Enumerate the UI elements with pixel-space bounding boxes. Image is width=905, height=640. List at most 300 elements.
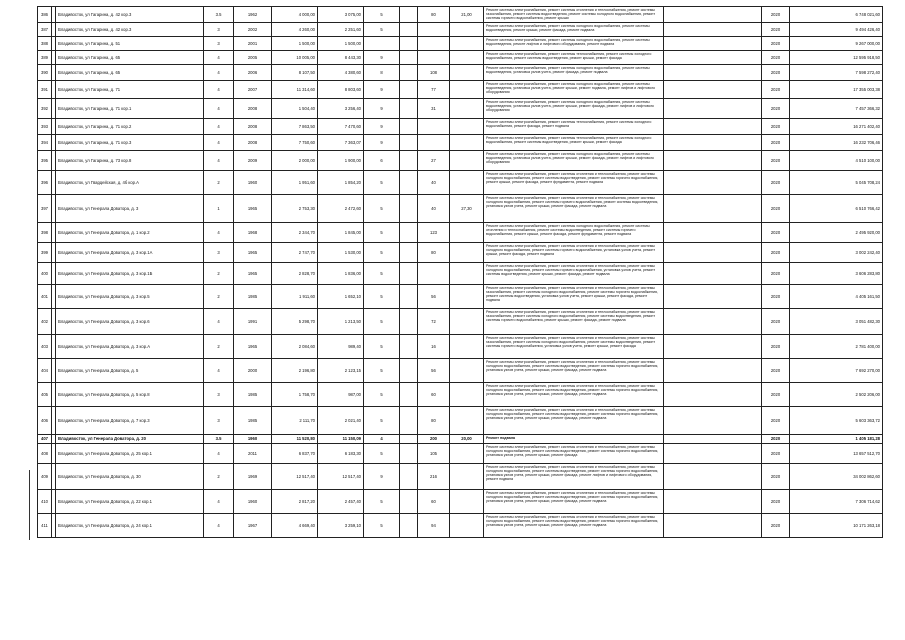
works-list-cell: Ремонт системы электроснабжения, ремонт системы отопления и теплоснабжения, ремонт системы газоснабжения, ремонт системы водоотведения, ремонт системы холодного водоснабжения, ремонт системы горячего водоснабжения, ремонт крыши <box>484 7 664 23</box>
year-cell: 2002 <box>234 23 272 37</box>
residents-cell: 60 <box>418 383 450 407</box>
wear-cell: 20,00 <box>450 435 484 444</box>
floors-cell: 9 <box>364 119 400 135</box>
residents-cell: 31 <box>418 99 450 119</box>
class-cell: 2 <box>204 171 234 195</box>
floors-cell <box>364 37 400 51</box>
table-row <box>38 359 883 383</box>
cost-cell: 34 002 862,60 <box>790 464 883 490</box>
blank-cell <box>664 490 762 514</box>
cost-cell: 6 748 021,60 <box>790 7 883 23</box>
residents-cell <box>418 263 450 285</box>
table-row <box>38 99 883 119</box>
term-cell: 2020 <box>762 119 790 135</box>
total-area-cell: 2 817,20 <box>272 490 318 514</box>
term-cell: 2020 <box>762 263 790 285</box>
cost-cell: 3 606 283,80 <box>790 263 883 285</box>
term-cell: 2020 <box>762 407 790 435</box>
address-cell: Владивосток, ул Генерала Доватора, д. 22 кор.1 <box>56 490 204 514</box>
floors-cell: 6 <box>364 151 400 171</box>
cost-cell: 2 495 920,00 <box>790 223 883 243</box>
blank-cell <box>400 335 418 359</box>
cost-cell: 4 405 161,50 <box>790 285 883 309</box>
table-row <box>38 464 883 490</box>
cost-cell: 16 232 706,46 <box>790 135 883 151</box>
cost-cell: 16 271 402,40 <box>790 119 883 135</box>
works-list-cell: Ремонт системы электроснабжения, ремонт системы холодного водоснабжения, ремонт системы водоотведения, ремонт лифтов и лифтового оборудования, ремонт подвала <box>484 37 664 51</box>
class-cell: 2 <box>204 263 234 285</box>
works-list-cell: Ремонт системы электроснабжения, ремонт системы отопления и теплоснабжения, ремонт системы холодного водоснабжения, ремонт системы водоотведения, ремонт системы горячего водоснабжения, установка узлов учета, ремонт крыши, ремонт фасада, ремонт подвала <box>484 407 664 435</box>
wear-cell <box>450 285 484 309</box>
year-cell: 1967 <box>234 514 272 538</box>
total-area-cell: 11 520,80 <box>272 435 318 444</box>
term-cell: 2020 <box>762 195 790 223</box>
year-cell: 1962 <box>234 7 272 23</box>
cost-cell: 9 494 426,40 <box>790 23 883 37</box>
residents-cell <box>418 37 450 51</box>
blank-cell <box>400 51 418 65</box>
cost-cell: 5 045 708,24 <box>790 171 883 195</box>
address-cell: Владивосток, ул Гагарина, д. 71 <box>56 81 204 99</box>
year-cell: 2000 <box>234 359 272 383</box>
row-number: 405 <box>38 383 52 407</box>
table-row <box>38 435 883 444</box>
wear-cell: 21,00 <box>450 7 484 23</box>
blank-cell <box>400 23 418 37</box>
cost-cell: 7 598 272,40 <box>790 65 883 81</box>
floors-cell: 5 <box>364 359 400 383</box>
class-cell: 3 <box>204 23 234 37</box>
total-area-cell: 1 911,60 <box>272 285 318 309</box>
address-cell: Владивосток, ул Гагарина, д. 42 кор.3 <box>56 23 204 37</box>
term-cell: 2020 <box>762 151 790 171</box>
year-cell: 1985 <box>234 407 272 435</box>
row-number: 399 <box>38 243 52 263</box>
total-area-cell: 2 000,00 <box>272 151 318 171</box>
total-area-cell: 12 517,40 <box>272 464 318 490</box>
works-list-cell: Ремонт системы электроснабжения, ремонт системы холодного водоснабжения, ремонт системы водоотведения, установка узлов учета, ремонт крыши, ремонт подвала, ремонт лифтов и лифтового оборудования <box>484 81 664 99</box>
living-area-cell: 1 652,10 <box>318 285 364 309</box>
living-area-cell: 2 123,15 <box>318 359 364 383</box>
works-list-cell: Ремонт системы электроснабжения, ремонт системы холодного водоснабжения, ремонт системы отопления и теплоснабжения, ремонт системы водоотведения, ремонт системы горячего водоснабжения, ремонт крыши, ремонт фасада, ремонт фундамента, ремонт подвала <box>484 223 664 243</box>
blank-cell <box>664 7 762 23</box>
blank-cell <box>664 285 762 309</box>
works-list-cell: Ремонт системы электроснабжения, ремонт системы холодного водоснабжения, ремонт системы водоотведения, установка узлов учета, ремонт крыши, ремонт фасада, ремонт лифтов и лифтового оборудования <box>484 99 664 119</box>
term-cell: 2020 <box>762 464 790 490</box>
wear-cell <box>450 490 484 514</box>
class-cell: 4 <box>204 65 234 81</box>
total-area-cell: 2 111,70 <box>272 407 318 435</box>
blank-cell <box>400 81 418 99</box>
address-cell: Владивосток, ул Генерала Доватора, д. 5 <box>56 359 204 383</box>
class-cell: 4 <box>204 135 234 151</box>
table-row <box>38 81 883 99</box>
blank-cell <box>664 514 762 538</box>
residents-cell: 216 <box>418 464 450 490</box>
blank-cell <box>400 223 418 243</box>
housing-register-table <box>37 6 883 538</box>
works-list-cell: Ремонт системы электроснабжения, ремонт системы отопления и теплоснабжения, ремонт системы холодного водоснабжения, ремонт системы водоотведения, ремонт системы горячего водоснабжения, установка узлов учета, ремонт крыши, ремонт фасада, ремонт подвала <box>484 383 664 407</box>
total-area-cell: 2 196,80 <box>272 359 318 383</box>
wear-cell <box>450 119 484 135</box>
address-cell: Владивосток, ул Генерала Доватора, д. 25 кор.1 <box>56 444 204 464</box>
year-cell: 1985 <box>234 285 272 309</box>
blank-cell <box>664 464 762 490</box>
table-row <box>38 119 883 135</box>
works-list-cell: Ремонт системы электроснабжения, ремонт системы теплоснабжения, ремонт системы холодного водоснабжения, ремонт фасада, ремонт подвала <box>484 119 664 135</box>
residents-cell: 200 <box>418 435 450 444</box>
floors-cell: 5 <box>364 243 400 263</box>
year-cell: 1960 <box>234 435 272 444</box>
floors-cell: 9 <box>364 99 400 119</box>
blank-cell <box>400 464 418 490</box>
table-row <box>38 37 883 51</box>
total-area-cell: 4 669,40 <box>272 514 318 538</box>
class-cell: 4 <box>204 444 234 464</box>
table-row <box>38 285 883 309</box>
works-list-cell: Ремонт системы электроснабжения, ремонт системы отопления и теплоснабжения, ремонт системы холодного водоснабжения, ремонт системы водоотведения, ремонт системы горячего водоснабжения, ремонт крыши, ремонт фасада, ремонт фундамента, ремонт подвала <box>484 171 664 195</box>
class-cell: 4 <box>204 151 234 171</box>
address-cell: Владивосток, ул Генерала Доватора, д. 24 кор.1 <box>56 514 204 538</box>
wear-cell <box>450 464 484 490</box>
address-cell: Владивосток, ул Генерала Доватора, д. 3 кор.6 <box>56 309 204 335</box>
year-cell: 2006 <box>234 65 272 81</box>
blank-cell <box>400 263 418 285</box>
row-number: 406 <box>38 407 52 435</box>
cost-cell: 7 306 714,62 <box>790 490 883 514</box>
address-cell: Владивосток, ул Генерала Доватора, д. 5 кор.8 <box>56 383 204 407</box>
blank-cell <box>664 407 762 435</box>
wear-cell <box>450 359 484 383</box>
floors-cell: 5 <box>364 171 400 195</box>
year-cell: 1960 <box>234 490 272 514</box>
row-number: 389 <box>38 51 52 65</box>
floors-cell: 5 <box>364 23 400 37</box>
living-area-cell: 2 251,60 <box>318 23 364 37</box>
class-cell: 3 <box>204 243 234 263</box>
blank-cell <box>664 81 762 99</box>
term-cell: 2020 <box>762 359 790 383</box>
term-cell: 2020 <box>762 23 790 37</box>
residents-cell: 108 <box>418 65 450 81</box>
residents-cell: 94 <box>418 514 450 538</box>
residents-cell: 60 <box>418 490 450 514</box>
year-cell: 2007 <box>234 81 272 99</box>
works-list-cell: Ремонт системы электроснабжения, ремонт системы отопления и теплоснабжения, ремонт системы холодного водоснабжения, ремонт системы водоотведения, ремонт системы горячего водоснабжения, установка узлов учета, ремонт крыши, ремонт фасада, ремонт подвала <box>484 514 664 538</box>
wear-cell <box>450 151 484 171</box>
residents-cell: 105 <box>418 444 450 464</box>
term-cell: 2020 <box>762 65 790 81</box>
floors-cell: 5 <box>364 514 400 538</box>
class-cell: 3.5 <box>204 435 234 444</box>
total-area-cell: 8 107,50 <box>272 65 318 81</box>
floors-cell: 9 <box>364 464 400 490</box>
table-row <box>38 490 883 514</box>
table-row <box>38 51 883 65</box>
address-cell: Владивосток, ул Генерала Доватора, д. 3 кор.1Б <box>56 263 204 285</box>
term-cell: 2020 <box>762 335 790 359</box>
blank-cell <box>400 99 418 119</box>
table-row <box>38 135 883 151</box>
blank-cell <box>400 151 418 171</box>
works-list-cell: Ремонт системы электроснабжения, ремонт системы теплоснабжения, ремонт системы холодного водоснабжения, ремонт системы водоотведения, ремонт крыши, ремонт фасада <box>484 135 664 151</box>
floors-cell: 5 <box>364 490 400 514</box>
floors-cell: 9 <box>364 135 400 151</box>
works-list-cell: Ремонт системы электроснабжения, ремонт системы теплоснабжения, ремонт системы холодного водоснабжения, ремонт системы водоотведения, ремонт крыши, ремонт фасада <box>484 51 664 65</box>
crop-mark <box>29 470 30 540</box>
blank-cell <box>664 383 762 407</box>
living-area-cell: 11 150,09 <box>318 435 364 444</box>
table-row <box>38 151 883 171</box>
blank-cell <box>400 514 418 538</box>
total-area-cell: 7 863,50 <box>272 119 318 135</box>
table-row <box>38 309 883 335</box>
wear-cell <box>450 51 484 65</box>
class-cell: 4 <box>204 490 234 514</box>
living-area-cell: 1 854,20 <box>318 171 364 195</box>
address-cell: Владивосток, ул Гагарина, д. 73 кор.8 <box>56 151 204 171</box>
table-row <box>38 7 883 23</box>
blank-cell <box>664 263 762 285</box>
cost-cell: 17 355 003,38 <box>790 81 883 99</box>
class-cell: 3 <box>204 407 234 435</box>
table-row <box>38 195 883 223</box>
blank-cell <box>664 51 762 65</box>
blank-cell <box>400 444 418 464</box>
floors-cell: 4 <box>364 435 400 444</box>
wear-cell <box>450 135 484 151</box>
residents-cell: 27 <box>418 151 450 171</box>
wear-cell <box>450 99 484 119</box>
total-area-cell: 4 000,00 <box>272 7 318 23</box>
total-area-cell: 1 758,70 <box>272 383 318 407</box>
row-number: 410 <box>38 490 52 514</box>
living-area-cell: 2 472,60 <box>318 195 364 223</box>
wear-cell <box>450 263 484 285</box>
floors-cell: 9 <box>364 81 400 99</box>
residents-cell: 123 <box>418 223 450 243</box>
wear-cell <box>450 383 484 407</box>
living-area-cell: 1 900,00 <box>318 151 364 171</box>
row-number: 396 <box>38 171 52 195</box>
address-cell: Владивосток, ул Гвардейская, д. 4б кор.А <box>56 171 204 195</box>
floors-cell: 5 <box>364 383 400 407</box>
residents-cell: 72 <box>418 309 450 335</box>
class-cell: 2 <box>204 335 234 359</box>
wear-cell <box>450 309 484 335</box>
address-cell: Владивосток, ул Гагарина, д. 51 <box>56 37 204 51</box>
table-row <box>38 444 883 464</box>
total-area-cell: 2 753,30 <box>272 195 318 223</box>
total-area-cell: 11 314,60 <box>272 81 318 99</box>
row-number: 387 <box>38 23 52 37</box>
term-cell: 2020 <box>762 514 790 538</box>
class-cell: 4 <box>204 81 234 99</box>
cost-cell: 3 002 242,40 <box>790 243 883 263</box>
term-cell: 2020 <box>762 444 790 464</box>
works-list-cell: Ремонт системы электроснабжения, ремонт системы отопления и теплоснабжения, ремонт системы холодного водоснабжения, ремонт системы горячего водоснабжения, установка узлов учета, ремонт системы водоотведения, ремонт крыши, ремонт фасада, ремонт подвала <box>484 263 664 285</box>
total-area-cell: 2 344,70 <box>272 223 318 243</box>
wear-cell <box>450 243 484 263</box>
cost-cell: 7 457 366,32 <box>790 99 883 119</box>
class-cell: 4 <box>204 309 234 335</box>
blank-cell <box>664 309 762 335</box>
living-area-cell: 8 443,30 <box>318 51 364 65</box>
table-row <box>38 65 883 81</box>
living-area-cell: 12 517,40 <box>318 464 364 490</box>
blank-cell <box>664 243 762 263</box>
term-cell: 2020 <box>762 285 790 309</box>
class-cell: 4 <box>204 514 234 538</box>
term-cell: 2020 <box>762 7 790 23</box>
row-number: 409 <box>38 464 52 490</box>
row-number: 403 <box>38 335 52 359</box>
blank-cell <box>400 135 418 151</box>
class-cell: 4 <box>204 51 234 65</box>
blank-cell <box>400 7 418 23</box>
blank-cell <box>400 171 418 195</box>
works-list-cell: Ремонт системы электроснабжения, ремонт системы отопления и теплоснабжения, ремонт системы холодного водоснабжения, ремонт системы водоотведения, ремонт системы горячего водоснабжения, установка узлов учета, ремонт крыши, ремонт фасада <box>484 444 664 464</box>
table-row <box>38 223 883 243</box>
table-row <box>38 407 883 435</box>
row-number: 386 <box>38 7 52 23</box>
blank-cell <box>400 119 418 135</box>
floors-cell: 5 <box>364 223 400 243</box>
row-number: 391 <box>38 81 52 99</box>
works-list-cell: Ремонт системы электроснабжения, ремонт системы отопления и теплоснабжения, ремонт системы холодного водоснабжения, ремонт системы горячего водоснабжения, ремонт системы водоотведения, установка узлов учета, ремонт крыши, ремонт фасада, ремонт подвала <box>484 195 664 223</box>
term-cell: 2020 <box>762 490 790 514</box>
row-number: 392 <box>38 99 52 119</box>
floors-cell: 5 <box>364 285 400 309</box>
table-row <box>38 243 883 263</box>
total-area-cell: 1 504,40 <box>272 99 318 119</box>
cost-cell: 12 595 918,50 <box>790 51 883 65</box>
term-cell: 2020 <box>762 383 790 407</box>
table-row <box>38 335 883 359</box>
floors-cell: 5 <box>364 7 400 23</box>
living-area-cell: 7 470,60 <box>318 119 364 135</box>
cost-cell: 9 267 000,00 <box>790 37 883 51</box>
total-area-cell: 7 750,60 <box>272 135 318 151</box>
term-cell: 2020 <box>762 243 790 263</box>
wear-cell <box>450 514 484 538</box>
class-cell: 3 <box>204 383 234 407</box>
table-row <box>38 514 883 538</box>
living-area-cell: 1 213,50 <box>318 309 364 335</box>
address-cell: Владивосток, ул Гагарина, д. 65 <box>56 65 204 81</box>
address-cell: Владивосток, ул Гагарина, д. 71 кор.2 <box>56 119 204 135</box>
class-cell: 2 <box>204 464 234 490</box>
wear-cell <box>450 444 484 464</box>
works-list-cell: Ремонт системы электроснабжения, ремонт системы отопления и теплоснабжения, ремонт системы холодного водоснабжения, ремонт системы водоотведения, ремонт системы горячего водоснабжения, установка узлов учета, ремонт крыши, ремонт фасада, ремонт лифтов и лифтового оборудования, ремонт подвала <box>484 464 664 490</box>
works-list-cell: Ремонт системы электроснабжения, ремонт системы отопления и теплоснабжения, ремонт системы газоснабжения, ремонт системы холодного водоснабжения, ремонт системы водоотведения, ремонт системы горячего водоснабжения, ремонт крыши, ремонт фасада, ремонт подвала <box>484 309 664 335</box>
total-area-cell: 2 747,70 <box>272 243 318 263</box>
living-area-cell: 6 183,30 <box>318 444 364 464</box>
wear-cell <box>450 223 484 243</box>
blank-cell <box>664 23 762 37</box>
address-cell: Владивосток, ул Генерала Доватора, д. 7 кор.3 <box>56 407 204 435</box>
year-cell: 2009 <box>234 151 272 171</box>
blank-cell <box>664 37 762 51</box>
row-number: 397 <box>38 195 52 223</box>
living-area-cell: 3 256,40 <box>318 99 364 119</box>
row-number: 402 <box>38 309 52 335</box>
works-list-cell: Ремонт системы электроснабжения, ремонт системы отопления и теплоснабжения, ремонт системы газоснабжения, ремонт системы холодного водоснабжения, ремонт системы горячего водоснабжения, ремонт системы водоотведения, установка узлов учета, ремонт крыши, ремонт фасада, ремонт подвала <box>484 285 664 309</box>
living-area-cell: 2 021,40 <box>318 407 364 435</box>
residents-cell: 56 <box>418 359 450 383</box>
blank-cell <box>664 335 762 359</box>
class-cell: 3 <box>204 37 234 51</box>
term-cell: 2020 <box>762 51 790 65</box>
living-area-cell: 4 380,60 <box>318 65 364 81</box>
living-area-cell: 2 457,40 <box>318 490 364 514</box>
blank-cell <box>664 99 762 119</box>
address-cell: Владивосток, ул Генерала Доватора, д. 30 <box>56 464 204 490</box>
blank-cell <box>664 223 762 243</box>
year-cell: 1965 <box>234 243 272 263</box>
wear-cell <box>450 407 484 435</box>
address-cell: Владивосток, ул Гагарина, д. 71 кор.3 <box>56 135 204 151</box>
floors-cell: 8 <box>364 65 400 81</box>
blank-cell <box>400 65 418 81</box>
year-cell: 1991 <box>234 309 272 335</box>
wear-cell: 27,30 <box>450 195 484 223</box>
row-number: 393 <box>38 119 52 135</box>
floors-cell: 5 <box>364 444 400 464</box>
year-cell: 2008 <box>234 135 272 151</box>
total-area-cell: 5 298,70 <box>272 309 318 335</box>
blank-cell <box>664 435 762 444</box>
row-number: 395 <box>38 151 52 171</box>
works-list-cell: Ремонт системы электроснабжения, ремонт системы отопления и теплоснабжения, ремонт системы холодного водоснабжения, ремонт системы водоотведения, ремонт системы горячего водоснабжения, установка узлов учета, ремонт крыши, ремонт фасада, ремонт подвала <box>484 490 664 514</box>
residents-cell: 80 <box>418 407 450 435</box>
residents-cell: 40 <box>418 195 450 223</box>
year-cell: 1969 <box>234 464 272 490</box>
wear-cell <box>450 335 484 359</box>
class-cell: 4 <box>204 223 234 243</box>
address-cell: Владивосток, ул Генерала Доватора, д. 20 <box>56 435 204 444</box>
works-list-cell: Ремонт системы электроснабжения, ремонт системы холодного водоснабжения, ремонт системы водоотведения, установка узлов учета, ремонт фасада, ремонт подвала <box>484 65 664 81</box>
term-cell: 2020 <box>762 435 790 444</box>
blank-cell <box>664 135 762 151</box>
row-number: 398 <box>38 223 52 243</box>
cost-cell: 2 502 206,00 <box>790 383 883 407</box>
term-cell: 2020 <box>762 81 790 99</box>
blank-cell <box>400 195 418 223</box>
works-list-cell: Ремонт системы электроснабжения, ремонт системы холодного водоснабжения, ремонт системы водоотведения, установка узлов учета, ремонт крыши, ремонт фасада, ремонт лифтов и лифтового оборудования <box>484 151 664 171</box>
year-cell: 1965 <box>234 263 272 285</box>
address-cell: Владивосток, ул Генерала Доватора, д. 3 кор.1А <box>56 243 204 263</box>
blank-cell <box>664 359 762 383</box>
blank-cell <box>400 309 418 335</box>
term-cell: 2020 <box>762 223 790 243</box>
year-cell: 2005 <box>234 51 272 65</box>
residents-cell <box>418 119 450 135</box>
residents-cell <box>418 51 450 65</box>
total-area-cell: 1 500,00 <box>272 37 318 51</box>
living-area-cell: 1 845,00 <box>318 223 364 243</box>
row-number: 401 <box>38 285 52 309</box>
class-cell: 3.5 <box>204 7 234 23</box>
cost-cell: 1 405 181,28 <box>790 435 883 444</box>
cost-cell: 4 510 100,00 <box>790 151 883 171</box>
term-cell: 2020 <box>762 99 790 119</box>
residents-cell <box>418 23 450 37</box>
floors-cell: 9 <box>364 51 400 65</box>
row-number: 400 <box>38 263 52 285</box>
residents-cell: 56 <box>418 285 450 309</box>
total-area-cell: 10 005,00 <box>272 51 318 65</box>
